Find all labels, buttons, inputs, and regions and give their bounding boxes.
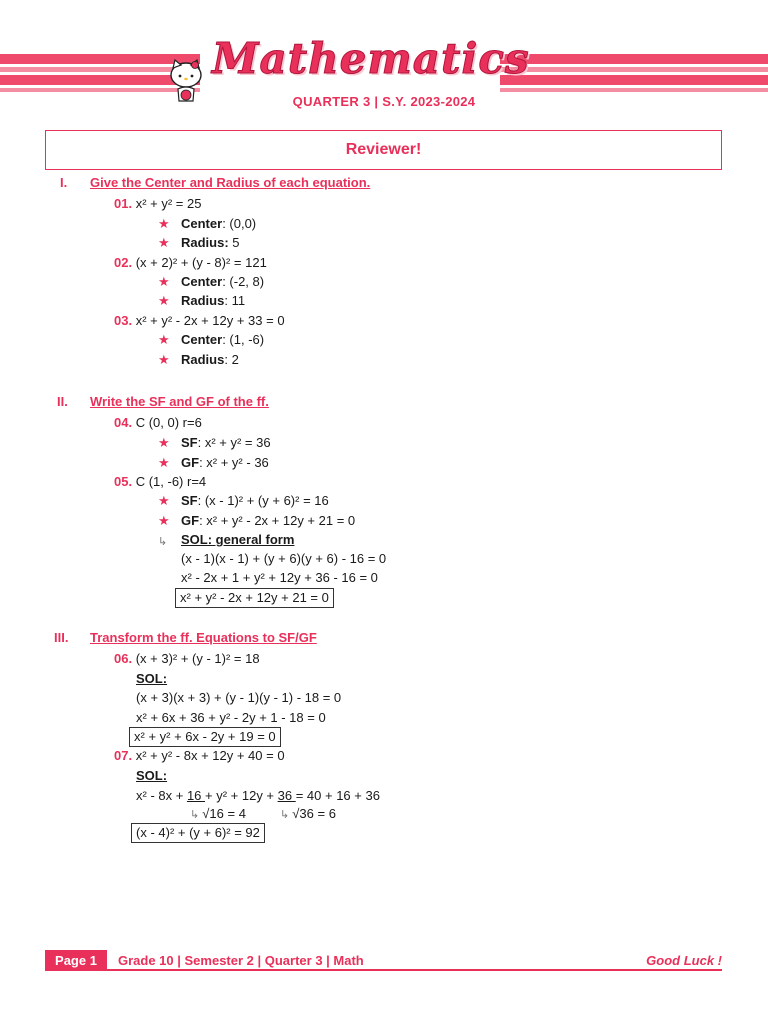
label: Radius — [181, 293, 225, 308]
item-number: 05. — [114, 474, 133, 489]
value: : 2 — [224, 352, 239, 367]
item-01 — [114, 196, 201, 212]
equation: (x + 3)² + (y - 1)² = 18 — [135, 651, 260, 666]
page-number: Page 1 — [45, 950, 107, 970]
gf-line — [181, 513, 355, 529]
equation: C (1, -6) r=4 — [135, 474, 207, 489]
note-text: √36 = 6 — [292, 806, 336, 821]
section-number: III. — [54, 630, 69, 645]
star-icon: ★ — [158, 435, 170, 450]
item-05 — [114, 474, 206, 490]
item-number: 03. — [114, 313, 133, 328]
text: + y² + 12y + — [205, 788, 278, 803]
quarter-subtitle: QUARTER 3 | S.Y. 2023-2024 — [292, 94, 476, 109]
note-text: √16 = 4 — [202, 806, 246, 821]
value: : (-2, 8) — [222, 274, 265, 289]
item-06 — [114, 651, 260, 667]
star-icon: ★ — [158, 455, 170, 470]
sf-line — [181, 435, 271, 451]
solution-label: SOL: general form — [181, 532, 295, 547]
solution-step: x² + 6x + 36 + y² - 2y + 1 - 18 = 0 — [136, 710, 326, 725]
note — [190, 806, 246, 823]
sub-arrow-icon: ↳ — [158, 536, 168, 548]
radius-line — [181, 235, 240, 251]
label: SF — [181, 493, 198, 508]
section-number: I. — [60, 175, 68, 190]
star-icon: ★ — [158, 352, 170, 367]
item-04 — [114, 415, 202, 431]
section-title: Transform the ff. Equations to SF/GF — [90, 630, 317, 645]
value: : 11 — [224, 293, 246, 308]
item-07 — [114, 748, 285, 764]
equation: x² + y² - 8x + 12y + 40 = 0 — [135, 748, 285, 763]
star-icon: ★ — [158, 332, 170, 347]
center-line — [181, 332, 264, 348]
label: Center — [181, 274, 223, 289]
sf-line — [181, 493, 329, 509]
solution-step — [136, 788, 380, 804]
solution-step: (x + 3)(x + 3) + (y - 1)(y - 1) - 18 = 0 — [136, 690, 342, 705]
page-title: Mathematics — [212, 34, 530, 83]
equation: x² + y² - 2x + 12y + 33 = 0 — [135, 313, 285, 328]
section-number: II. — [57, 394, 68, 409]
footer-goodluck: Good Luck ! — [646, 953, 722, 968]
text: = 40 + 16 + 36 — [295, 788, 380, 803]
answer-box: x² + y² - 2x + 12y + 21 = 0 — [175, 588, 334, 608]
star-icon: ★ — [158, 216, 170, 231]
answer-box: x² + y² + 6x - 2y + 19 = 0 — [129, 727, 281, 747]
label: Center — [181, 332, 223, 347]
answer-box: (x - 4)² + (y + 6)² = 92 — [131, 823, 265, 843]
solution-label: SOL: — [136, 671, 168, 686]
blank-value: 36 — [277, 788, 296, 803]
item-03 — [114, 313, 285, 329]
label: GF — [181, 455, 200, 470]
equation: C (0, 0) r=6 — [135, 415, 202, 430]
footer-divider — [45, 969, 722, 971]
value: : x² + y² - 36 — [199, 455, 269, 470]
label: Center — [181, 216, 223, 231]
value: : (1, -6) — [222, 332, 265, 347]
label: GF — [181, 513, 200, 528]
value: : x² + y² = 36 — [197, 435, 271, 450]
star-icon: ★ — [158, 293, 170, 308]
equation: x² + y² = 25 — [135, 196, 202, 211]
item-number: 01. — [114, 196, 133, 211]
value: : (x - 1)² + (y + 6)² = 16 — [197, 493, 329, 508]
blank-value: 16 — [186, 788, 206, 803]
solution-step: x² - 2x + 1 + y² + 12y + 36 - 16 = 0 — [181, 570, 378, 585]
value: : (0,0) — [222, 216, 257, 231]
value: : x² + y² - 2x + 12y + 21 = 0 — [199, 513, 356, 528]
label: SF — [181, 435, 198, 450]
sub-arrow-icon: ↳ — [280, 809, 293, 821]
label: Radius — [181, 352, 225, 367]
solution-label: SOL: — [136, 768, 168, 783]
radius-line — [181, 352, 239, 368]
radius-line — [181, 293, 245, 309]
solution-step: (x - 1)(x - 1) + (y + 6)(y + 6) - 16 = 0 — [181, 551, 387, 566]
label: Radius: — [181, 235, 229, 250]
reviewer-heading: Reviewer! — [45, 130, 722, 170]
equation: (x + 2)² + (y - 8)² = 121 — [135, 255, 267, 270]
center-line — [181, 216, 256, 232]
item-number: 02. — [114, 255, 133, 270]
star-icon: ★ — [158, 274, 170, 289]
star-icon: ★ — [158, 493, 170, 508]
value: 5 — [228, 235, 240, 250]
note — [280, 806, 336, 823]
star-icon: ★ — [158, 235, 170, 250]
item-number: 07. — [114, 748, 133, 763]
center-line — [181, 274, 264, 290]
star-icon: ★ — [158, 513, 170, 528]
footer-info: Grade 10 | Semester 2 | Quarter 3 | Math — [118, 953, 364, 968]
item-02 — [114, 255, 267, 271]
section-title: Write the SF and GF of the ff. — [90, 394, 269, 409]
gf-line — [181, 455, 269, 471]
sub-arrow-icon: ↳ — [190, 809, 203, 821]
item-number: 06. — [114, 651, 133, 666]
item-number: 04. — [114, 415, 133, 430]
section-title: Give the Center and Radius of each equation. — [90, 175, 371, 190]
text: x² - 8x + — [136, 788, 187, 803]
